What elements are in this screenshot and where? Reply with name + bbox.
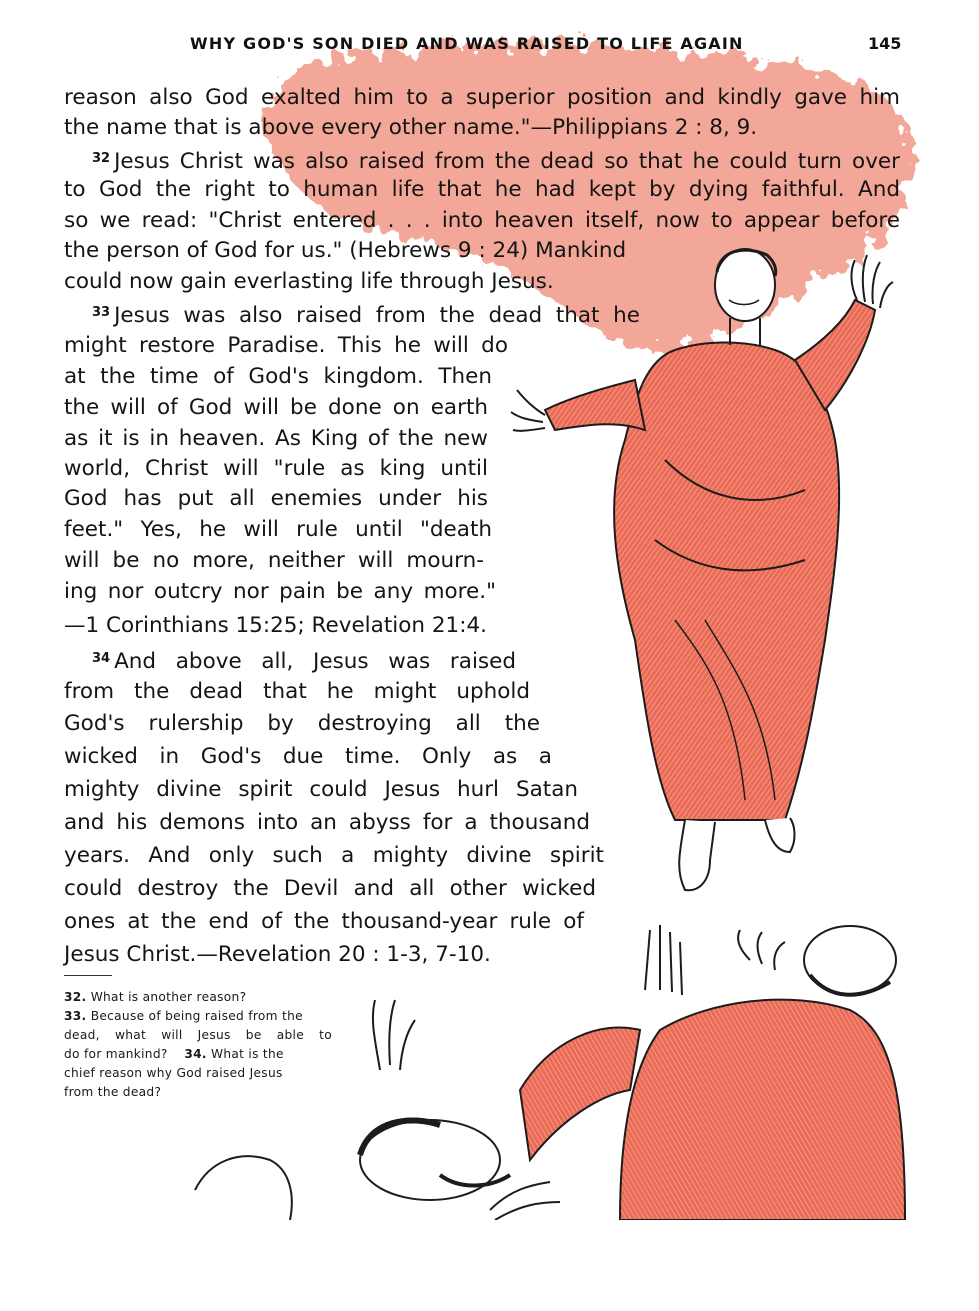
body-line: might restore Paradise. This he will do bbox=[64, 333, 508, 358]
body-line: the name that is above every other name."—Philippians 2 : 8, 9. bbox=[64, 115, 758, 140]
body-line: —1 Corinthians 15:25; Revelation 21:4. bbox=[64, 613, 487, 638]
body-line: world, Christ will "rule as king until bbox=[64, 456, 488, 481]
body-line: feet." Yes, he will rule until "death bbox=[64, 517, 492, 542]
body-line: God has put all enemies under his bbox=[64, 486, 488, 511]
body-line: at the time of God's kingdom. Then bbox=[64, 364, 492, 389]
body-line: God's rulership by destroying all the bbox=[64, 711, 540, 736]
body-line: wicked in God's due time. Only as a bbox=[64, 744, 552, 769]
body-line: ing nor outcry nor pain be any more." bbox=[64, 579, 496, 604]
body-line: so we read: "Christ entered . . . into heaven itself, now to appear before bbox=[64, 208, 900, 233]
paragraph-number: 34 bbox=[92, 651, 111, 666]
study-question: dead, what will Jesus be able to bbox=[64, 1028, 332, 1042]
body-line: $^{34}$ And above all, Jesus was raised bbox=[92, 649, 516, 674]
running-head: WHY GOD'S SON DIED AND WAS RAISED TO LIFE AGAIN bbox=[190, 34, 744, 53]
body-line: will be no more, neither will mourn- bbox=[64, 548, 484, 573]
body-line: as it is in heaven. As King of the new bbox=[64, 426, 488, 451]
body-line: ones at the end of the thousand-year rule of bbox=[64, 909, 584, 934]
study-question: from the dead? bbox=[64, 1085, 162, 1099]
paragraph-number: 33 bbox=[92, 305, 111, 320]
body-line: mighty divine spirit could Jesus hurl Satan bbox=[64, 777, 578, 802]
page-number: 145 bbox=[868, 34, 902, 53]
study-question: 33. Because of being raised from the bbox=[64, 1009, 303, 1023]
body-line: from the dead that he might uphold bbox=[64, 679, 530, 704]
body-line: Jesus Christ.—Revelation 20 : 1-3, 7-10. bbox=[64, 942, 491, 967]
body-line: the will of God will be done on earth bbox=[64, 395, 488, 420]
body-line: $^{32}$ Jesus Christ was also raised from the dead so that he could turn over bbox=[92, 149, 900, 174]
study-question: chief reason why God raised Jesus bbox=[64, 1066, 283, 1080]
study-question: do for mankind? 34. What is the bbox=[64, 1047, 284, 1061]
body-line: could now gain everlasting life through Jesus. bbox=[64, 269, 554, 294]
paragraph-number: 32 bbox=[92, 151, 111, 166]
body-line: reason also God exalted him to a superior position and kindly gave him bbox=[64, 85, 900, 110]
study-question: 32. What is another reason? bbox=[64, 990, 247, 1004]
body-line: could destroy the Devil and all other wicked bbox=[64, 876, 596, 901]
body-line: and his demons into an abyss for a thousand bbox=[64, 810, 590, 835]
body-line: the person of God for us." (Hebrews 9 : 24) Mankind bbox=[64, 238, 627, 263]
body-line: years. And only such a mighty divine spirit bbox=[64, 843, 604, 868]
body-line: to God the right to human life that he had kept by dying faithful. And bbox=[64, 177, 900, 202]
footnote-rule bbox=[64, 975, 112, 976]
body-line: $^{33}$ Jesus was also raised from the dead that he bbox=[92, 303, 640, 328]
